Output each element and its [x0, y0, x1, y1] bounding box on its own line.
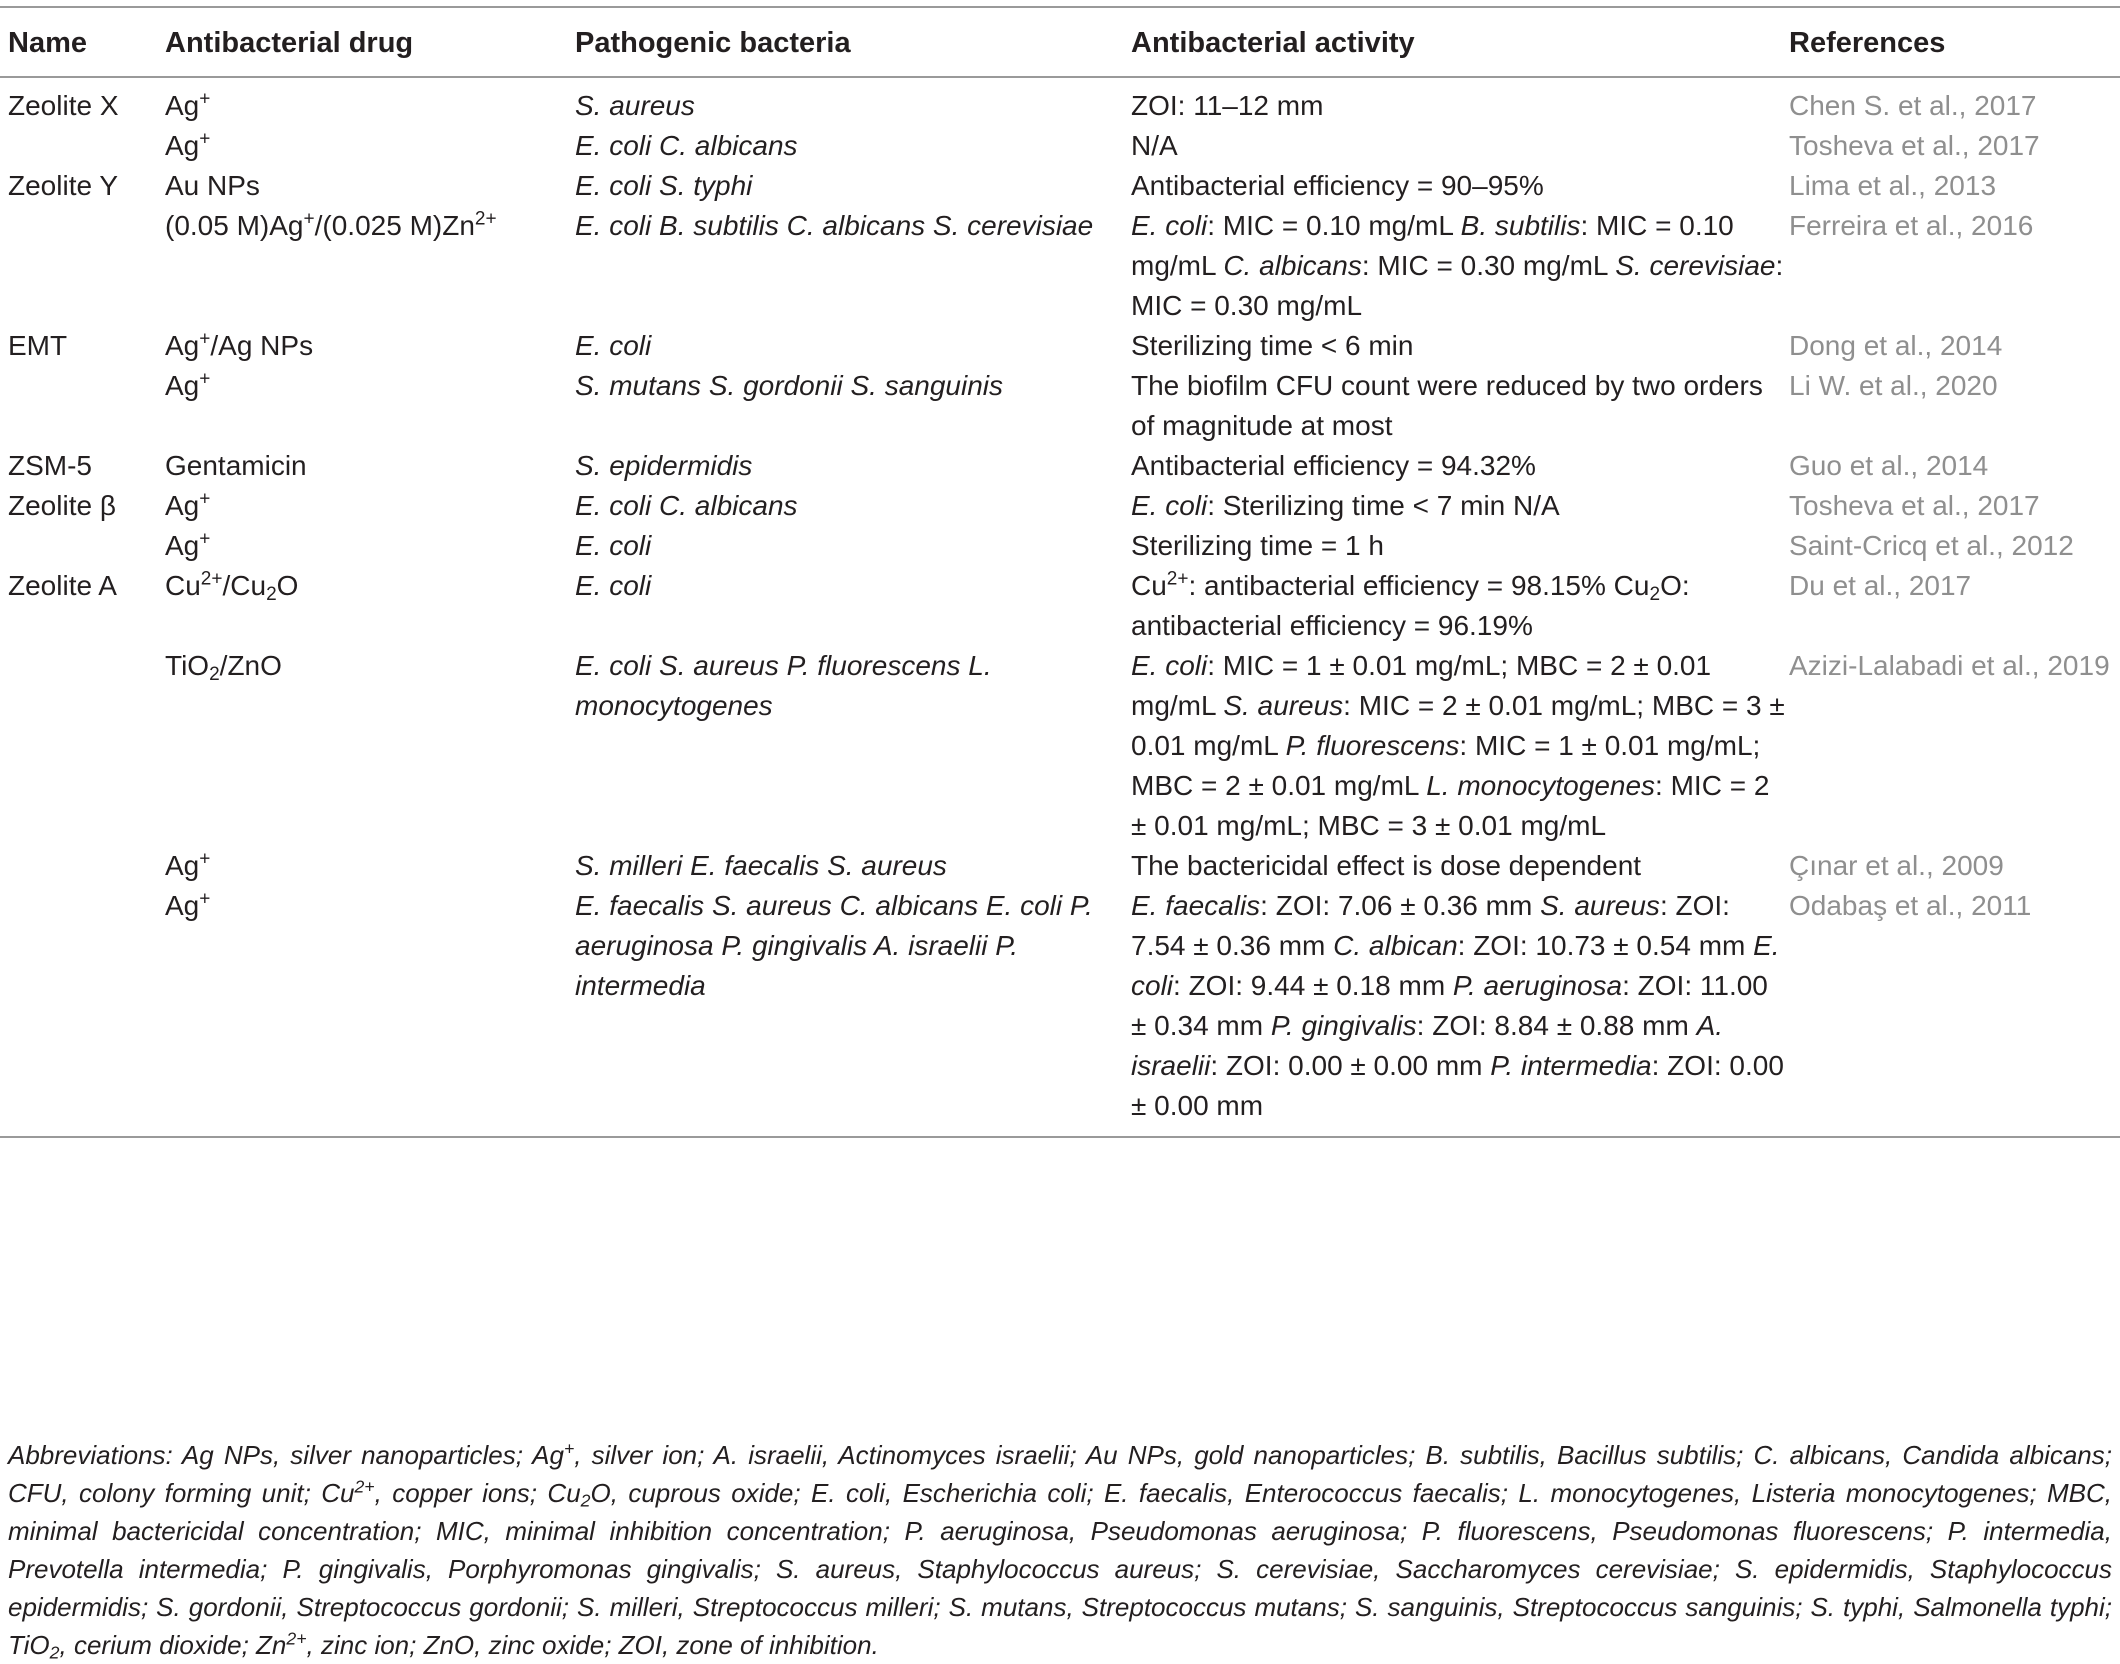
- cell-activity: N/A: [1131, 130, 1178, 161]
- cell-bacteria: E. coli S. typhi: [575, 170, 753, 201]
- cell-bacteria: E. coli B. subtilis C. albicans S. cerevisiae: [575, 210, 1094, 241]
- cell-name: Zeolite Y: [8, 170, 118, 201]
- cell-bacteria: S. epidermidis: [575, 450, 753, 481]
- antibacterial-table: [0, 6, 2120, 1138]
- header-drug: Antibacterial drug: [165, 7, 575, 77]
- table-row: [0, 77, 2120, 126]
- table-row: [0, 846, 2120, 886]
- cell-activity: Antibacterial efficiency = 90–95%: [1131, 170, 1544, 201]
- cell-name: Zeolite X: [8, 90, 119, 121]
- cell-activity: Sterilizing time = 1 h: [1131, 530, 1384, 561]
- cell-drug: Ag+: [165, 368, 211, 401]
- cell-activity: The biofilm CFU count were reduced by two orders of magnitude at most: [1131, 370, 1763, 441]
- cell-activity: Antibacterial efficiency = 94.32%: [1131, 450, 1536, 481]
- cell-reference: Du et al., 2017: [1789, 570, 1972, 601]
- cell-activity: The bactericidal effect is dose dependent: [1131, 850, 1642, 881]
- cell-reference: Li W. et al., 2020: [1789, 370, 1998, 401]
- cell-drug: Au NPs: [165, 170, 260, 201]
- cell-name: [0, 846, 165, 886]
- cell-bacteria: S. mutans S. gordonii S. sanguinis: [575, 370, 1004, 401]
- cell-reference: Dong et al., 2014: [1789, 330, 2003, 361]
- cell-name: ZSM-5: [8, 450, 92, 481]
- cell-drug: Ag+: [165, 128, 211, 161]
- cell-drug: Ag+: [165, 88, 211, 121]
- cell-activity: ZOI: 11–12 mm: [1131, 90, 1324, 121]
- cell-drug: Ag+: [165, 528, 211, 561]
- cell-name: [0, 646, 165, 846]
- cell-bacteria: E. coli S. aureus P. fluorescens L. monocytogenes: [575, 650, 992, 721]
- cell-reference: Ferreira et al., 2016: [1789, 210, 2034, 241]
- table-body: [0, 77, 2120, 1137]
- cell-drug: (0.05 M)Ag+/(0.025 $M)Zn^{2+}$: [165, 208, 497, 241]
- cell-name: Zeolite A: [8, 570, 117, 601]
- header-bacteria: Pathogenic bacteria: [575, 7, 1131, 77]
- cell-reference: Chen S. et al., 2017: [1789, 90, 2037, 121]
- cell-bacteria: S. aureus: [575, 90, 695, 121]
- cell-drug: Ag+: [165, 488, 211, 521]
- cell-bacteria: E. faecalis S. aureus C. albicans E. coli P. aeruginosa P. gingivalis A. israelii P. intermedia: [575, 886, 1131, 1137]
- cell-drug: Ag+: [165, 886, 575, 1137]
- table-row: [0, 166, 2120, 206]
- table-row: [0, 486, 2120, 526]
- cell-activity: E. coli: MIC = 1 ± 0.01 mg/mL; MBC = 2 ± 0.01 mg/mL S. aureus: MIC = 2 ± 0.01 mg/mL; MBC = 3 ± 0.01 mg/mL P. fluorescens: MIC = 1 ± 0.01 mg/mL; MBC = 2 ± 0.01 mg/mL L. monocytogenes: MIC = 2 ± 0.01 mg/mL; MBC = 3 ± 0.01 mg/mL: [1131, 650, 1785, 841]
- cell-name: EMT: [8, 330, 68, 361]
- cell-activity: E. coli: MIC = 0.10 mg/mL B. subtilis: MIC = 0.10 mg/mL C. albicans: MIC = 0.30 mg/mL S. cerevisiae: MIC = 0.30 mg/mL: [1131, 210, 1784, 321]
- table-header: [0, 7, 2120, 77]
- table-row: [0, 366, 2120, 446]
- table-row: [0, 646, 2120, 846]
- header-name: Name: [0, 7, 165, 77]
- cell-activity: $Cu^{2+}$: antibacterial efficiency = 98.15% $Cu_2O$: antibacterial efficiency = 96.19%: [1131, 568, 1690, 641]
- cell-activity: Sterilizing time < 6 min: [1131, 330, 1414, 361]
- cell-drug: Ag+/Ag NPs: [165, 328, 314, 361]
- cell-name: Zeolite β: [8, 490, 116, 521]
- cell-bacteria: E. coli C. albicans: [575, 130, 798, 161]
- table-row: [0, 886, 2120, 1137]
- table-row: [0, 326, 2120, 366]
- table-row: [0, 526, 2120, 566]
- cell-name: [0, 886, 165, 1137]
- header-references: References: [1789, 7, 2120, 77]
- table-row: [0, 206, 2120, 326]
- cell-reference: Çınar et al., 2009: [1789, 850, 2004, 881]
- cell-drug: Gentamicin: [165, 450, 307, 481]
- cell-bacteria: E. coli C. albicans: [575, 490, 798, 521]
- cell-reference: Tosheva et al., 2017: [1789, 490, 2040, 521]
- cell-reference: Odabaş et al., 2011: [1789, 886, 2120, 1137]
- cell-activity: E. coli: Sterilizing time < 7 min N/A: [1131, 490, 1560, 521]
- cell-reference: Azizi-Lalabadi et al., 2019: [1789, 650, 2110, 681]
- cell-drug: TiO$_2$/ZnO: [165, 650, 282, 685]
- cell-activity: E. faecalis: ZOI: 7.06 ± 0.36 mm S. aureus: ZOI: 7.54 ± 0.36 mm C. albican: ZOI: 10.73 ± 0.54 mm E. coli: ZOI: 9.44 ± 0.18 mm P. aeruginosa: ZOI: 11.00 ± 0.34 mm P. gingivalis: ZOI: 8.84 ± 0.88 mm A. israelii: ZOI: 0.00 ± 0.00 mm P. intermedia: ZOI: 0.00 ± 0.00 mm: [1131, 886, 1789, 1137]
- cell-name: [0, 366, 165, 446]
- table-row: [0, 566, 2120, 646]
- header-activity: Antibacterial activity: [1131, 7, 1789, 77]
- table-row: [0, 446, 2120, 486]
- table-footnote: Abbreviations: Ag NPs, silver nanoparticles; Ag+, silver ion; A. israelii, Actinomyces israelii; Au NPs, gold nanoparticles; B. subtilis, Bacillus subtilis; C. albicans, Candida albicans; CFU, colony forming unit; $Cu^{2+}$, copper ions; $Cu_2O$, cuprous oxide; E. coli, Escherichia coli; E. faecalis, Enterococcus faecalis; L. monocytogenes, Listeria monocytogenes; MBC, minimal bactericidal concentration; MIC, minimal inhibition concentration; P. aeruginosa, Pseudomonas aeruginosa; P. fluorescens, Pseudomonas fluorescens; P. intermedia, Prevotella intermedia; P. gingivalis, Porphyromonas gingivalis; S. aureus, Staphylococcus aureus; S. cerevisiae, Saccharomyces cerevisiae; S. epidermidis, Staphylococcus epidermidis; S. gordonii, Streptococcus gordonii; S. milleri, Streptococcus milleri; S. mutans, Streptococcus mutans; S. sanguinis, Streptococcus sanguinis; S. typhi, Salmonella typhi; TiO$_2$, cerium dioxide; $Zn^{2+}$, zinc ion; ZnO, zinc oxide; ZOI, zone of inhibition.: [8, 1438, 2112, 1663]
- cell-reference: Saint-Cricq et al., 2012: [1789, 530, 2074, 561]
- cell-bacteria: S. milleri E. faecalis S. aureus: [575, 850, 947, 881]
- cell-name: [0, 206, 165, 326]
- cell-bacteria: E. coli: [575, 330, 652, 361]
- cell-drug: $Cu^{2+}/Cu_2O$: [165, 568, 299, 605]
- cell-drug: Ag+: [165, 848, 211, 881]
- table-row: [0, 126, 2120, 166]
- cell-bacteria: E. coli: [575, 530, 652, 561]
- cell-bacteria: E. coli: [575, 570, 652, 601]
- cell-reference: Lima et al., 2013: [1789, 170, 1997, 201]
- cell-reference: Guo et al., 2014: [1789, 450, 1989, 481]
- cell-reference: Tosheva et al., 2017: [1789, 130, 2040, 161]
- cell-name: [0, 526, 165, 566]
- cell-name: [0, 126, 165, 166]
